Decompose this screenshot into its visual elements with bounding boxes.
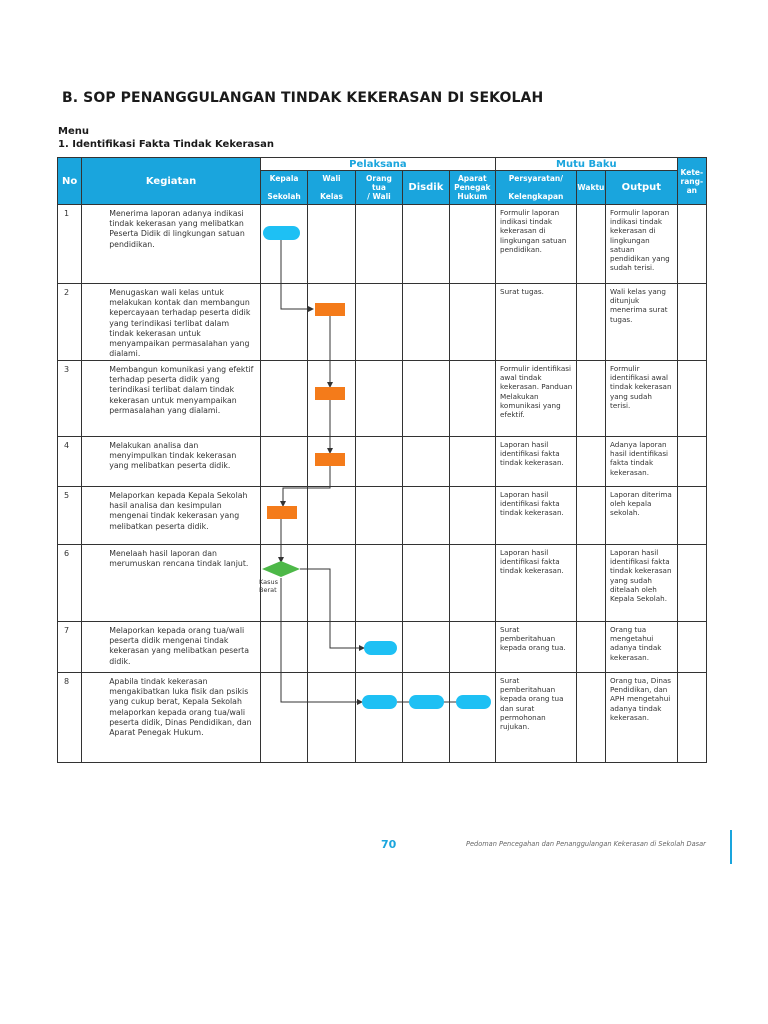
decision-label-1: Kasus (259, 578, 279, 586)
header-kepala-sekolah: Kepala Sekolah (260, 171, 307, 205)
row-persyaratan: Surat pemberitahuan kepada orang tua. (496, 622, 577, 673)
row-number: 1 (58, 205, 82, 284)
table-row (58, 205, 707, 284)
header-no: No (58, 158, 82, 205)
row-kegiatan: Melaporkan kepada Kepala Sekolah hasil analisa dan kesimpulan mengenai tindak kekerasan yang melibatkan peserta didik. (82, 487, 261, 545)
row-kegiatan: Menerima laporan adanya indikasi tindak kekerasan yang melibatkan Peserta Didik di lingkungan satuan pendidikan. (82, 205, 261, 284)
row-kegiatan: Menelaah hasil laporan dan merumuskan rencana tindak lanjut. (82, 545, 261, 622)
table-row (58, 284, 707, 361)
header-waktu: Waktu (576, 171, 605, 205)
row-persyaratan: Laporan hasil identifikasi fakta tindak kekerasan. (496, 545, 577, 622)
footer-text: Pedoman Pencegahan dan Penanggulangan Kekerasan di Sekolah Dasar (466, 840, 706, 848)
header-orang-tua: Orang tua / Wali (355, 171, 402, 205)
row-kegiatan: Melaporkan kepada orang tua/wali peserta didik mengenai tindak kekerasan yang melibatkan peserta didik. (82, 622, 261, 673)
row-persyaratan: Surat pemberitahuan kepada orang tua dan surat permohonan rujukan. (496, 673, 577, 763)
table-row (58, 673, 707, 763)
header-aparat: Aparat Penegak Hukum (449, 171, 495, 205)
page-number: 70 (381, 838, 397, 851)
subsection-title: 1. Identifikasi Fakta Tindak Kekerasan (58, 139, 274, 150)
menu-label: Menu (58, 126, 89, 137)
table-row (58, 545, 707, 622)
decision-label-2: Berat (259, 586, 277, 594)
header-disdik: Disdik (403, 171, 449, 205)
row-output: Adanya laporan hasil identifikasi fakta tindak kekerasan. (606, 437, 678, 487)
row-number: 4 (58, 437, 82, 487)
row-number: 8 (58, 673, 82, 763)
header-pelaksana: Pelaksana (260, 158, 495, 171)
header-mutu-baku: Mutu Baku (496, 158, 678, 171)
row-kegiatan: Melakukan analisa dan menyimpulkan tindak kekerasan yang melibatkan peserta didik. (82, 437, 261, 487)
row-kegiatan: Membangun komunikasi yang efektif terhadap peserta didik yang terindikasi terlibat dalam tindak kekerasan untuk menyampaikan permasalahan yang dialami. (82, 361, 261, 437)
row-number: 3 (58, 361, 82, 437)
section-title: B. SOP PENANGGULANGAN TINDAK KEKERASAN DI SEKOLAH (62, 90, 544, 106)
row-persyaratan: Laporan hasil identifikasi fakta tindak kekerasan. (496, 437, 577, 487)
header-output: Output (606, 171, 678, 205)
row-number: 6 (58, 545, 82, 622)
row-number: 2 (58, 284, 82, 361)
header-kegiatan: Kegiatan (82, 158, 261, 205)
header-persyaratan: Persyaratan/ Kelengkapan (496, 171, 577, 205)
header-keterangan: Kete- rang- an (677, 158, 706, 205)
row-output: Orang tua mengetahui adanya tindak kekerasan. (606, 622, 678, 673)
footer-divider (730, 830, 732, 864)
row-output: Laporan diterima oleh kepala sekolah. (606, 487, 678, 545)
table-row (58, 622, 707, 673)
row-output: Wali kelas yang ditunjuk menerima surat tugas. (606, 284, 678, 361)
row-persyaratan: Laporan hasil identifikasi fakta tindak kekerasan. (496, 487, 577, 545)
row-persyaratan: Surat tugas. (496, 284, 577, 361)
row-output: Orang tua, Dinas Pendidikan, dan APH mengetahui adanya tindak kekerasan. (606, 673, 678, 763)
row-output: Formulir laporan indikasi tindak kekerasan di lingkungan satuan pendidikan yang sudah terisi. (606, 205, 678, 284)
row-persyaratan: Formulir laporan indikasi tindak kekerasan di lingkungan satuan pendidikan. (496, 205, 577, 284)
row-number: 5 (58, 487, 82, 545)
row-output: Laporan hasil identifikasi fakta tindak kekerasan yang sudah ditelaah oleh Kepala Sekolah. (606, 545, 678, 622)
row-kegiatan: Apabila tindak kekerasan mengakibatkan luka fisik dan psikis yang cukup berat, Kepala Sekolah melaporkan kepada orang tua/wali peserta didik, Dinas Pendidikan, dan Aparat Penegak Hukum. (82, 673, 261, 763)
row-number: 7 (58, 622, 82, 673)
table-row (58, 437, 707, 487)
table-row (58, 361, 707, 437)
sop-table (57, 157, 707, 763)
row-kegiatan: Menugaskan wali kelas untuk melakukan kontak dan membangun kepercayaan terhadap peserta didik yang terindikasi terlibat dalam tindak kekerasan untuk menyampaikan permasalahan yang dialami. (82, 284, 261, 361)
row-persyaratan: Formulir identifikasi awal tindak kekerasan. Panduan Melakukan komunikasi yang efektif. (496, 361, 577, 437)
row-output: Formulir identifikasi awal tindak kekerasan yang sudah terisi. (606, 361, 678, 437)
table-row (58, 487, 707, 545)
header-wali-kelas: Wali Kelas (308, 171, 355, 205)
